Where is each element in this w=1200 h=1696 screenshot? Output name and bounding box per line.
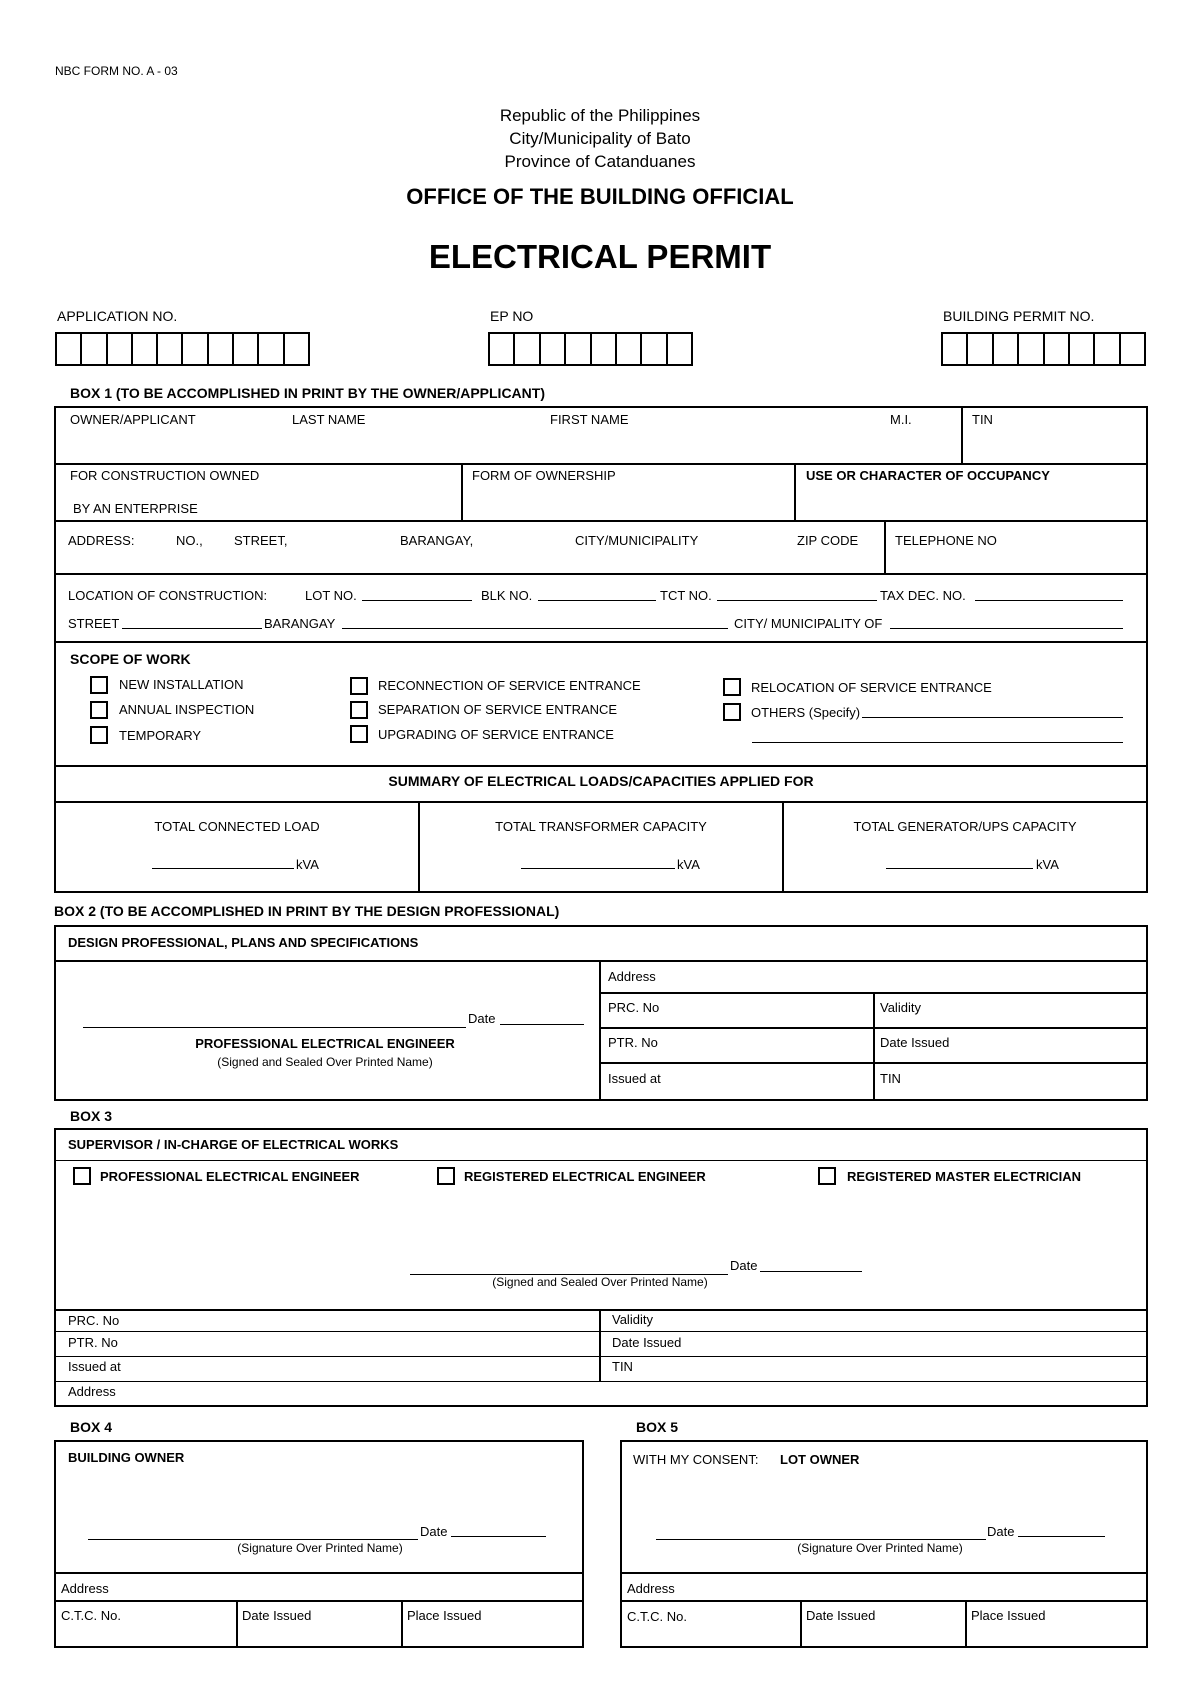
lot-no-label: LOT NO. <box>305 588 357 603</box>
form-title: ELECTRICAL PERMIT <box>428 238 772 275</box>
tin-label: TIN <box>972 412 993 427</box>
new-installation-label: NEW INSTALLATION <box>119 677 244 692</box>
box2-frame <box>54 925 1148 1101</box>
street-label: STREET <box>68 616 120 631</box>
address-barangay-label: BARANGAY, <box>400 533 474 548</box>
design-professional-label: DESIGN PROFESSIONAL, PLANS AND SPECIFICATIONS <box>68 935 419 950</box>
separation-label: SEPARATION OF SERVICE ENTRANCE <box>378 702 618 717</box>
annual-inspection-label: ANNUAL INSPECTION <box>119 702 255 717</box>
owner-applicant-label: OWNER/APPLICANT <box>70 412 196 427</box>
building-permit-no-label: BUILDING PERMIT NO. <box>943 308 1095 324</box>
others-checkbox[interactable] <box>723 703 741 721</box>
ep-no-boxes[interactable] <box>488 332 693 366</box>
others-label: OTHERS (Specify) <box>751 705 861 720</box>
scope-of-work-label: SCOPE OF WORK <box>70 651 191 667</box>
professional-ee-checkbox[interactable] <box>73 1167 91 1185</box>
registered-ee-label: REGISTERED ELECTRICAL ENGINEER <box>464 1169 706 1184</box>
lot-owner-label: LOT OWNER <box>780 1452 860 1467</box>
upgrading-checkbox[interactable] <box>350 725 368 743</box>
blk-no-label: BLK NO. <box>481 588 533 603</box>
professional-electrical-engineer-label: PROFESSIONAL ELECTRICAL ENGINEER <box>195 1036 455 1051</box>
box2-prc-no-label: PRC. No <box>608 1000 660 1015</box>
annual-inspection-checkbox[interactable] <box>90 701 108 719</box>
box2-date-issued-label: Date Issued <box>880 1035 950 1050</box>
registered-ee-checkbox[interactable] <box>437 1167 455 1185</box>
new-installation-checkbox[interactable] <box>90 676 108 694</box>
box3-ptr-no-label: PTR. No <box>68 1335 118 1350</box>
master-electrician-checkbox[interactable] <box>818 1167 836 1185</box>
master-electrician-label: REGISTERED MASTER ELECTRICIAN <box>847 1169 1082 1184</box>
box5-place-issued-label: Place Issued <box>971 1608 1046 1623</box>
box5-heading: BOX 5 <box>636 1419 679 1435</box>
form-of-ownership-label: FORM OF OWNERSHIP <box>472 468 616 483</box>
header-republic: Republic of the Philippines <box>499 106 701 125</box>
reconnection-checkbox[interactable] <box>350 677 368 695</box>
box4-place-issued-label: Place Issued <box>407 1608 482 1623</box>
box4-address-label: Address <box>61 1581 109 1596</box>
total-transformer-label: TOTAL TRANSFORMER CAPACITY <box>495 819 707 834</box>
box5-date-issued-label: Date Issued <box>806 1608 876 1623</box>
temporary-label: TEMPORARY <box>119 728 202 743</box>
relocation-label: RELOCATION OF SERVICE ENTRANCE <box>751 680 992 695</box>
construction-owned-label: FOR CONSTRUCTION OWNED <box>70 468 260 483</box>
city-municipality-of-label: CITY/ MUNICIPALITY OF <box>734 616 883 631</box>
box3-address-label: Address <box>68 1384 116 1399</box>
form-number: NBC FORM NO. A - 03 <box>55 64 178 78</box>
address-street-label: STREET, <box>234 533 288 548</box>
box5-address-label: Address <box>627 1581 675 1596</box>
zip-code-label: ZIP CODE <box>797 533 859 548</box>
last-name-label: LAST NAME <box>292 412 366 427</box>
header-city: City/Municipality of Bato <box>509 129 691 148</box>
box3-date-label: Date <box>730 1258 758 1273</box>
box3-validity-label: Validity <box>612 1312 653 1327</box>
building-permit-no-boxes[interactable] <box>941 332 1146 366</box>
tax-dec-no-label: TAX DEC. NO. <box>880 588 966 603</box>
box2-heading: BOX 2 (TO BE ACCOMPLISHED IN PRINT BY THE DESIGN PROFESSIONAL) <box>54 903 560 919</box>
with-my-consent-label: WITH MY CONSENT: <box>633 1452 759 1467</box>
telephone-label: TELEPHONE NO <box>895 533 997 548</box>
tct-no-label: TCT NO. <box>660 588 712 603</box>
total-connected-load-label: TOTAL CONNECTED LOAD <box>154 819 320 834</box>
relocation-checkbox[interactable] <box>723 678 741 696</box>
box2-address-label: Address <box>608 969 656 984</box>
office-title: OFFICE OF THE BUILDING OFFICIAL <box>406 184 794 209</box>
connected-load-unit: kVA <box>296 857 319 872</box>
by-enterprise-label: BY AN ENTERPRISE <box>73 501 198 516</box>
box1-heading: BOX 1 (TO BE ACCOMPLISHED IN PRINT BY THE OWNER/APPLICANT) <box>70 385 545 401</box>
address-city-label: CITY/MUNICIPALITY <box>575 533 699 548</box>
address-label: ADDRESS: <box>68 533 135 548</box>
box4-date-label: Date <box>420 1524 448 1539</box>
box5-signature-label: (Signature Over Printed Name) <box>797 1541 963 1555</box>
temporary-checkbox[interactable] <box>90 726 108 744</box>
box3-tin-label: TIN <box>612 1359 633 1374</box>
professional-ee-label: PROFESSIONAL ELECTRICAL ENGINEER <box>100 1169 360 1184</box>
generator-unit: kVA <box>1036 857 1059 872</box>
application-no-boxes[interactable] <box>55 332 310 366</box>
transformer-unit: kVA <box>677 857 700 872</box>
barangay-label: BARANGAY <box>264 616 336 631</box>
box3-issued-at-label: Issued at <box>68 1359 121 1374</box>
supervisor-label: SUPERVISOR / IN-CHARGE OF ELECTRICAL WORKS <box>68 1137 399 1152</box>
reconnection-label: RECONNECTION OF SERVICE ENTRANCE <box>378 678 641 693</box>
address-no-label: NO., <box>176 533 203 548</box>
box4-signature-label: (Signature Over Printed Name) <box>237 1541 403 1555</box>
box5-ctc-no-label: C.T.C. No. <box>627 1609 687 1624</box>
ep-no-label: EP NO <box>490 308 534 324</box>
box2-ptr-no-label: PTR. No <box>608 1035 658 1050</box>
building-owner-label: BUILDING OWNER <box>68 1450 185 1465</box>
box5-date-label: Date <box>987 1524 1015 1539</box>
box3-prc-no-label: PRC. No <box>68 1313 120 1328</box>
box4-date-issued-label: Date Issued <box>242 1608 312 1623</box>
box3-signed-sealed: (Signed and Sealed Over Printed Name) <box>492 1275 708 1289</box>
use-of-occupancy-label: USE OR CHARACTER OF OCCUPANCY <box>806 468 1050 483</box>
application-no-label: APPLICATION NO. <box>57 308 178 324</box>
location-label: LOCATION OF CONSTRUCTION: <box>68 588 268 603</box>
summary-heading: SUMMARY OF ELECTRICAL LOADS/CAPACITIES APPLIED FOR <box>388 773 814 789</box>
header-province: Province of Catanduanes <box>504 152 696 171</box>
box2-validity-label: Validity <box>880 1000 921 1015</box>
upgrading-label: UPGRADING OF SERVICE ENTRANCE <box>378 727 614 742</box>
first-name-label: FIRST NAME <box>550 412 629 427</box>
box4-ctc-no-label: C.T.C. No. <box>61 1608 121 1623</box>
separation-checkbox[interactable] <box>350 701 368 719</box>
box3-heading: BOX 3 <box>70 1108 113 1124</box>
mi-label: M.I. <box>890 412 912 427</box>
box2-issued-at-label: Issued at <box>608 1071 661 1086</box>
box3-date-issued-label: Date Issued <box>612 1335 682 1350</box>
box4-heading: BOX 4 <box>70 1419 113 1435</box>
total-generator-label: TOTAL GENERATOR/UPS CAPACITY <box>853 819 1077 834</box>
box2-tin-label: TIN <box>880 1071 901 1086</box>
box2-date-label: Date <box>468 1011 496 1026</box>
box2-signed-sealed: (Signed and Sealed Over Printed Name) <box>217 1055 433 1069</box>
